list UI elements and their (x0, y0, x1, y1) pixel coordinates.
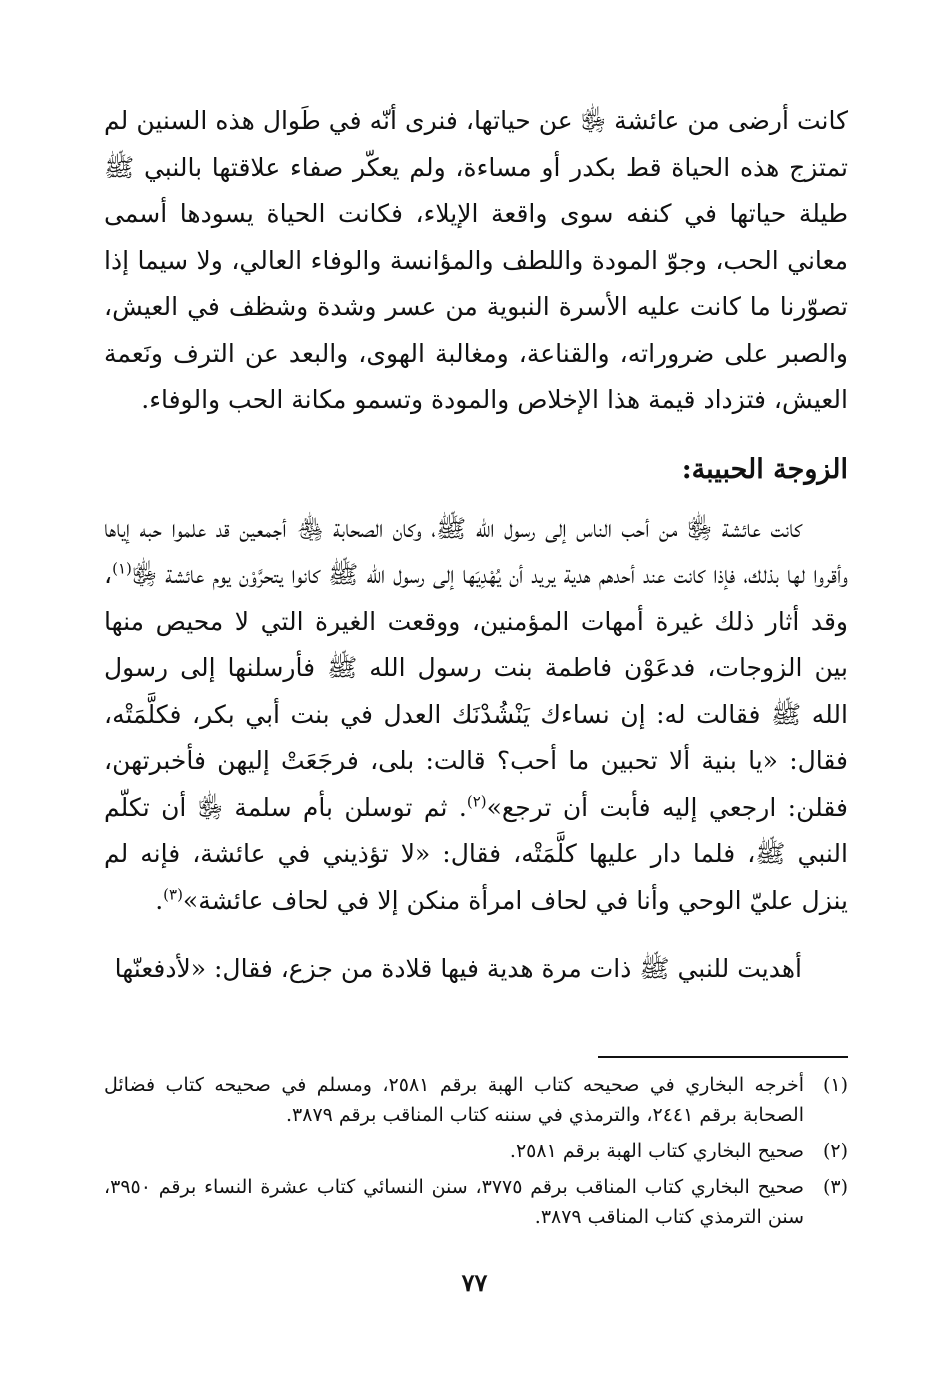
main-paragraph-part-4: . (155, 885, 164, 915)
footnote-2 (104, 1136, 848, 1166)
footnote-number: (٣) (822, 1176, 848, 1198)
closing-paragraph: أهديت للنبي ﷺ ذات مرة هدية فيها قلادة من جزع، فقال: «لأدفعنّها (114, 954, 802, 983)
main-paragraph-part-2: ، وقد أثار ذلك غيرة أمهات المؤمنين، ووقعت الغيرة التي لا محيص منها بين الزوجات، فدعَوْن فاطمة بنت رسول الله ﷺ فأرسلنها إلى رسول الله ﷺ فقالت له: إن نساءك يَنْشُدْنَك العدل في بنت أبي بكر، فكلَّمَتْه، فقال: «يا بنية ألا تحبين ما أحب؟ قالت: بلى، فرجَعَتْ إليهن فأخبرتهن، فقلن: ارجعي إليه فأبت أن ترجع» (104, 560, 848, 822)
footnote-divider (598, 1056, 848, 1058)
footnote-text: صحيح البخاري كتاب المناقب برقم ٣٧٧٥، سنن النسائي كتاب عشرة النساء برقم ٣٩٥٠، سنن الترمذي كتاب المناقب ٣٨٧٩. (104, 1176, 805, 1228)
footnote-text: أخرجه البخاري في صحيحه كتاب الهبة برقم ٢٥٨١، ومسلم في صحيحه كتاب فضائل الصحابة برقم ٢٤٤١، والترمذي في سننه كتاب المناقب برقم ٣٨٧٩. (104, 1074, 804, 1126)
main-paragraph-part-3: . ثم توسلن بأم سلمة ﵂ أن تكلّم النبي ﷺ، فلما دار عليها كلَّمَتْه، فقال: «لا تؤذيني في عائشة، فإنه لم ينزل عليّ الوحي وأنا في لحاف امرأة منكن إلا في لحاف عائشة» (104, 792, 848, 915)
footnote-number: (٢) (822, 1140, 848, 1162)
main-paragraph (104, 506, 848, 925)
footnote-ref-2: (٢) (466, 792, 487, 811)
footnote-ref-1: (١) (112, 559, 132, 578)
footnote-3 (104, 1172, 848, 1232)
section-heading: الزوجة الحبيبة: (681, 453, 848, 485)
footnote-1 (104, 1070, 848, 1130)
page-body (104, 98, 848, 993)
footnotes-section (104, 1070, 848, 1238)
page-number: ٧٧ (461, 1268, 488, 1297)
footnote-text: صحيح البخاري كتاب الهبة برقم ٢٥٨١. (509, 1140, 804, 1162)
intro-paragraph: كانت أرضى من عائشة ﵂ عن حياتها، فنرى أنّه في طَوال هذه السنين لم تمتزج هذه الحياة قط بكدر أو مساءة، ولم يعكّر صفاء علاقتها بالنبي ﷺ طيلة حياتها في كنفه سوى واقعة الإيلاء، فكانت الحياة يسودها أسمى معاني الحب، وجوّ المودة واللطف والمؤانسة والوفاء العالي، ولا سيما إذا تصوّرنا ما كانت عليه الأسرة النبوية من عسر وشدة وشظف في العيش، والصبر على ضروراته، والقناعة، ومغالبة الهوى، والبعد عن الترف ونَعمة العيش، فتزداد قيمة هذا الإخلاص والمودة وتسمو مكانة الحب والوفاء. (104, 106, 848, 414)
main-paragraph-part-1: كانت عائشة ﵂ من أحب الناس إلى رسول الله ﷺ، وكان الصحابة ﵃ أجمعين قد علموا حبه إياها وأقروا لها بذلك، فإذا كانت عند أحدهم هدية يريد أن يُهْدِيَها إلى رسول الله ﷺ كانوا يتحرَّوْن يوم عائشة ﵂ (104, 513, 848, 589)
footnote-ref-3: (٣) (163, 885, 183, 904)
footnote-number: (١) (822, 1074, 848, 1096)
